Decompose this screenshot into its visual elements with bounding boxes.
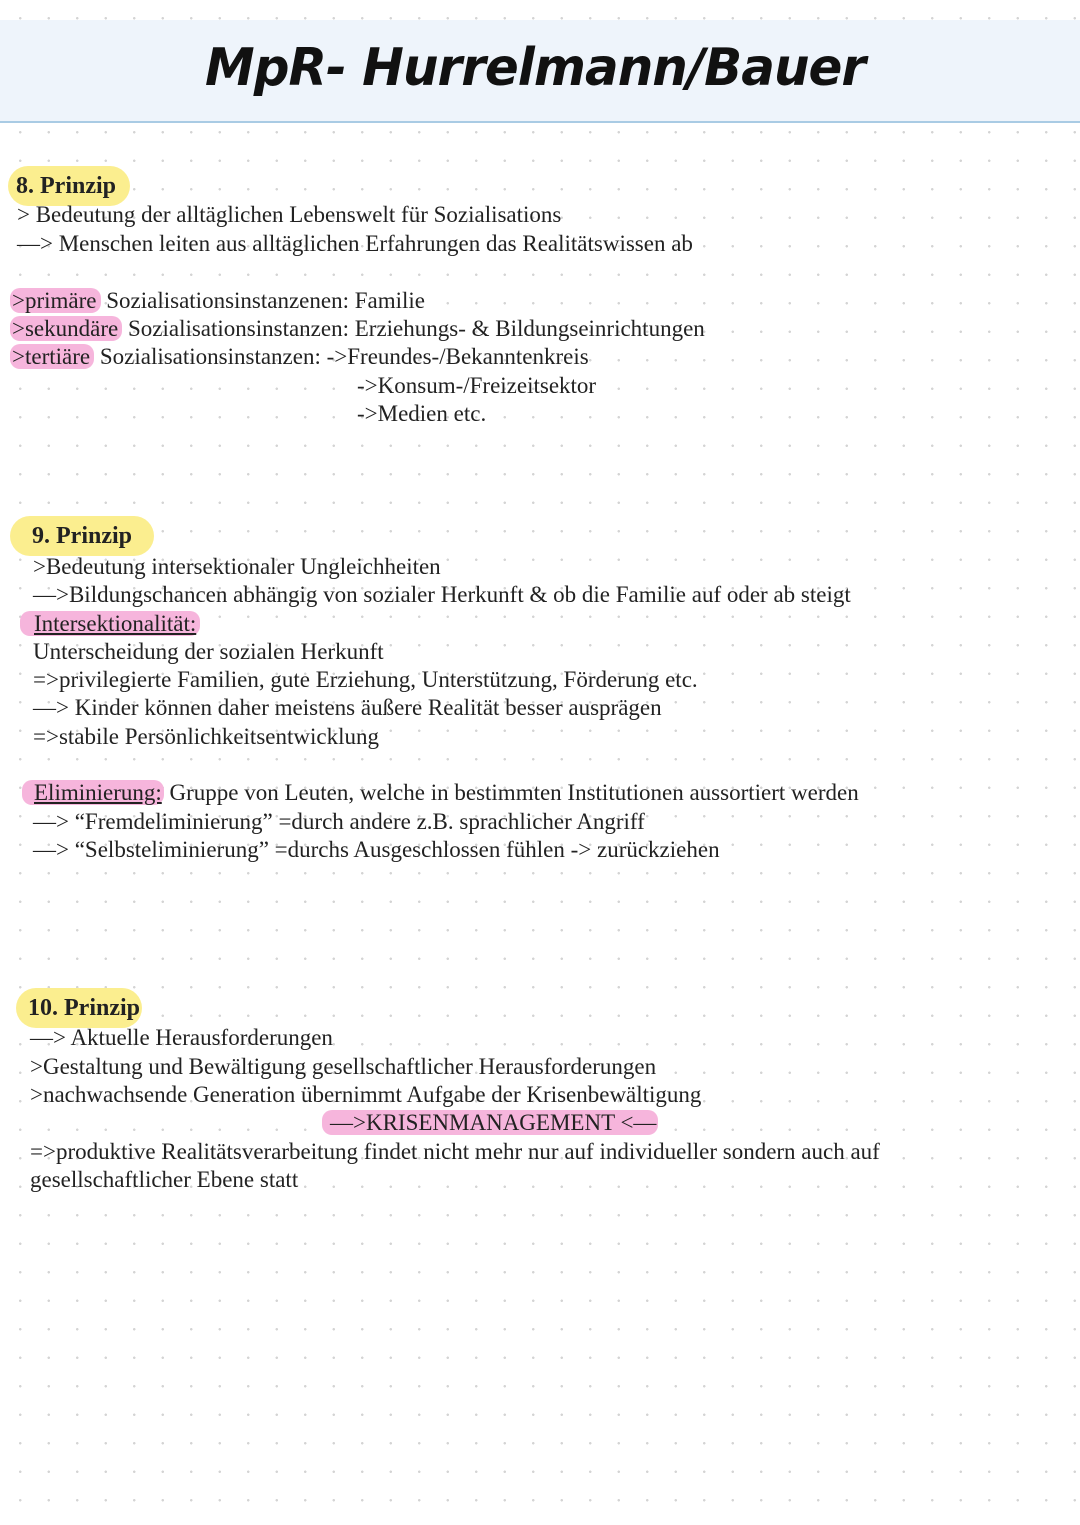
page-title: MpR- Hurrelmann/Bauer xyxy=(205,38,866,98)
tertiary-item-media: ->Medien etc. xyxy=(357,401,487,426)
instance-primary xyxy=(10,287,425,315)
krisenmanagement-line xyxy=(322,1109,658,1137)
p9-line-1: >Bedeutung intersektionaler Ungleichheiten xyxy=(33,554,441,579)
tag-primary: >primäre xyxy=(10,288,101,313)
term-eliminierung xyxy=(22,779,859,807)
p9-line-6: =>stabile Persönlichkeitsentwicklung xyxy=(33,724,379,749)
term-eliminierung-label: Eliminierung: xyxy=(22,780,164,805)
tag-tertiary: >tertiäre xyxy=(10,344,94,369)
p9-line-8: —> “Selbsteliminierung” =durchs Ausgeschlossen fühlen -> zurückziehen xyxy=(33,837,720,862)
p8-line-1: > Bedeutung der alltäglichen Lebenswelt für Sozialisations xyxy=(17,202,562,227)
heading-prinzip-9: 9. Prinzip xyxy=(10,516,154,556)
p10-line-3: >nachwachsende Generation übernimmt Aufgabe der Krisenbewältigung xyxy=(30,1082,702,1107)
p9-line-3: Unterscheidung der sozialen Herkunft xyxy=(33,639,384,664)
p8-line-2: —> Menschen leiten aus alltäglichen Erfahrungen das Realitätswissen ab xyxy=(17,231,693,256)
p9-line-2: —>Bildungschancen abhängig von sozialer Herkunft & ob die Familie auf oder ab steigt xyxy=(33,582,851,607)
heading-prinzip-8: 8. Prinzip xyxy=(8,166,130,206)
instance-primary-text: Sozialisationsinstanzenen: Familie xyxy=(100,288,425,313)
instance-secondary xyxy=(10,315,705,343)
p10-line-5: gesellschaftlicher Ebene statt xyxy=(30,1167,299,1192)
p10-line-1: —> Aktuelle Herausforderungen xyxy=(30,1025,333,1050)
p9-line-5: —> Kinder können daher meistens äußere Realität besser ausprägen xyxy=(33,695,662,720)
term-intersektionalitaet-label: Intersektionalität: xyxy=(20,611,200,636)
tertiary-item-consumption: ->Konsum-/Freizeitsektor xyxy=(357,373,597,398)
term-eliminierung-def: Gruppe von Leuten, welche in bestimmten Institutionen aussortiert werden xyxy=(163,780,859,805)
p10-line-2: >Gestaltung und Bewältigung gesellschaftlicher Herausforderungen xyxy=(30,1054,657,1079)
instance-tertiary xyxy=(10,343,589,371)
title-banner xyxy=(0,20,1080,123)
p9-line-4: =>privilegierte Familien, gute Erziehung, Unterstützung, Förderung etc. xyxy=(33,667,698,692)
term-intersektionalitaet xyxy=(20,610,200,638)
krisenmanagement-highlight: —>KRISENMANAGEMENT <— xyxy=(322,1110,658,1135)
p9-line-7: —> “Fremdeliminierung” =durch andere z.B. sprachlicher Angriff xyxy=(33,809,645,834)
instance-secondary-text: Sozialisationsinstanzen: Erziehungs- & Bildungseinrichtungen xyxy=(122,316,705,341)
p10-line-4: =>produktive Realitätsverarbeitung findet nicht mehr nur auf individueller sondern auch auf xyxy=(30,1139,880,1164)
heading-prinzip-10: 10. Prinzip xyxy=(16,988,142,1028)
tag-secondary: >sekundäre xyxy=(10,316,122,341)
instance-tertiary-text: Sozialisationsinstanzen: ->Freundes-/Bekanntenkreis xyxy=(94,344,589,369)
